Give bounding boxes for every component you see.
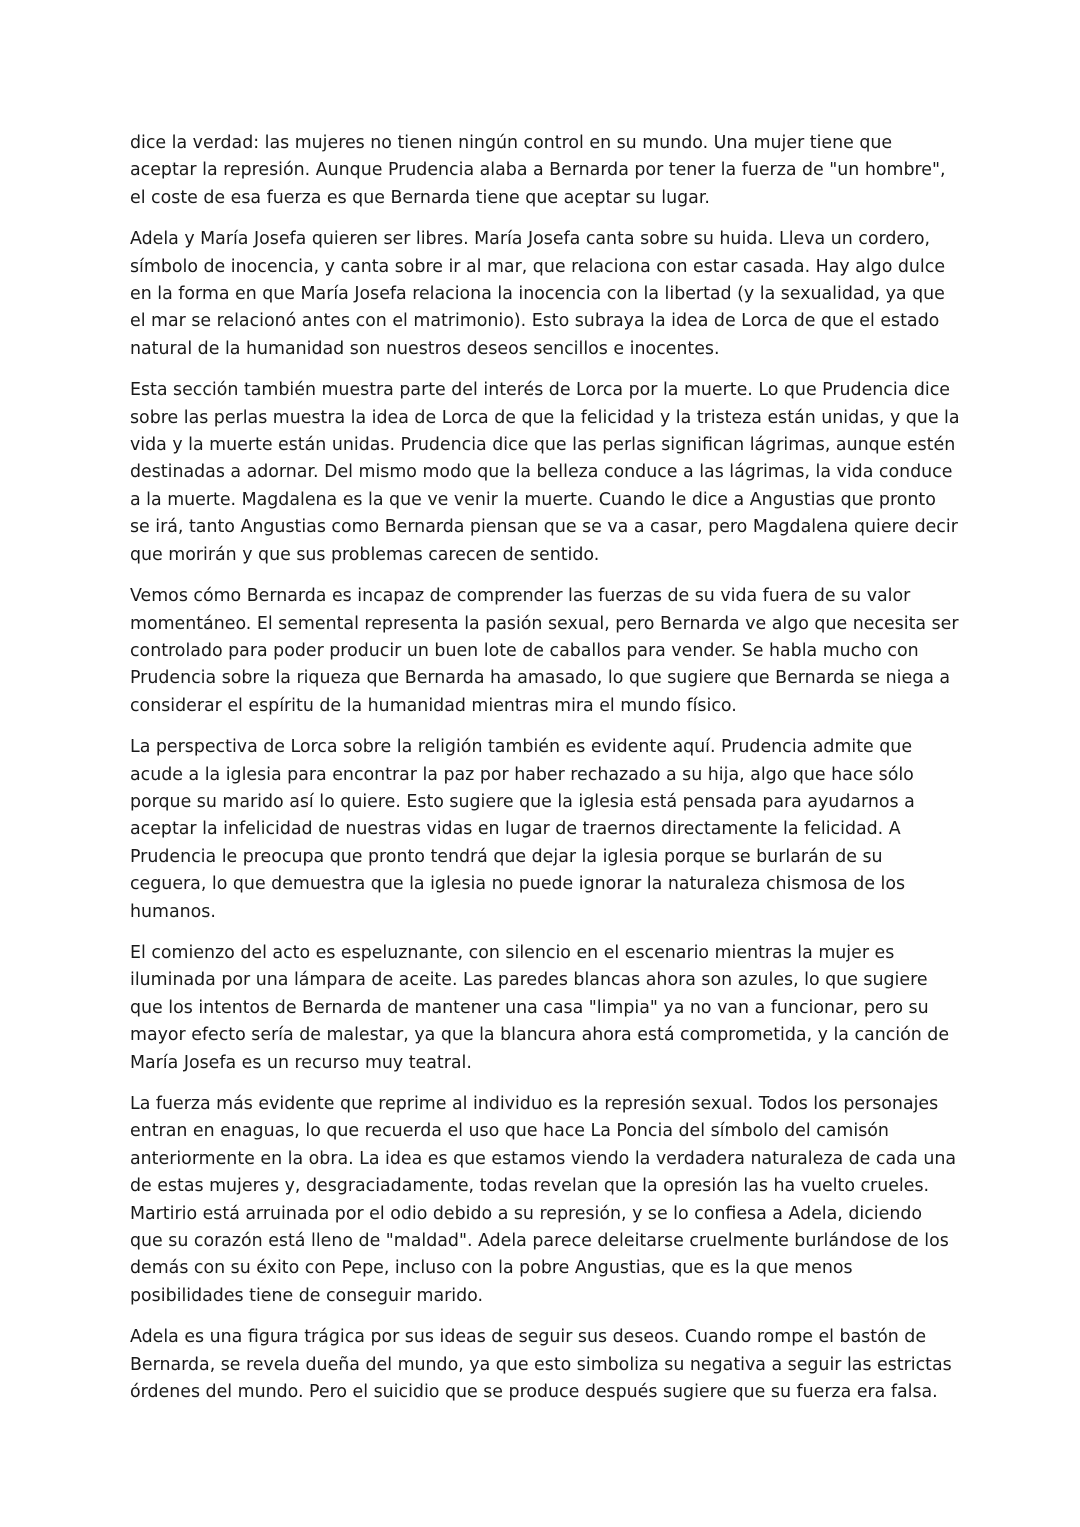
paragraph-3: Esta sección también muestra parte del interés de Lorca por la muerte. Lo que Prudencia dice sobre las perlas muestra la idea de Lorca de que la felicidad y la tristeza están unidas, y que la vida y la muerte están unidas. Prudencia dice que las perlas significan lágrimas, aunque estén destinadas a adornar. Del mismo modo que la belleza conduce a las lágrimas, la vida conduce a la muerte. Magdalena es la que ve venir la muerte. Cuando le dice a Angustias que pronto se irá, tanto Angustias como Bernarda piensan que se va a casar, pero Magdalena quiere decir que morirán y que sus problemas carecen de sentido. xyxy=(130,380,960,565)
paragraph-4: Vemos cómo Bernarda es incapaz de comprender las fuerzas de su vida fuera de su valor momentáneo. El semental representa la pasión sexual, pero Bernarda ve algo que necesita ser controlado para poder producir un buen lote de caballos para vender. Se habla mucho con Prudencia sobre la riqueza que Bernarda ha amasado, lo que sugiere que Bernarda se niega a considerar el espíritu de la humanidad mientras mira el mundo físico. xyxy=(130,586,959,716)
paragraph-2: Adela y María Josefa quieren ser libres. María Josefa canta sobre su huida. Lleva un cordero, símbolo de inocencia, y canta sobre ir al mar, que relaciona con estar casada. Hay algo dulce en la forma en que María Josefa relaciona la inocencia con la libertad (y la sexualidad, ya que el mar se relacionó antes con el matrimonio). Esto subraya la idea de Lorca de que el estado natural de la humanidad son nuestros deseos sencillos e inocentes. xyxy=(130,229,946,359)
paragraph-6: El comienzo del acto es espeluznante, con silencio en el escenario mientras la mujer es iluminada por una lámpara de aceite. Las paredes blancas ahora son azules, lo que sugiere que los intentos de Bernarda de mantener una casa "limpia" ya no van a funcionar, pero su mayor efecto sería de malestar, ya que la blancura ahora está comprometida, y la canción de María Josefa es un recurso muy teatral. xyxy=(130,942,950,1073)
paragraph-5: La perspectiva de Lorca sobre la religión también es evidente aquí. Prudencia admite que acude a la iglesia para encontrar la paz por haber rechazado a su hija, algo que hace sólo porque su marido así lo quiere. Esto sugiere que la iglesia está pensada para ayudarnos a aceptar la infelicidad de nuestras vidas en lugar de traernos directamente la felicidad. A Prudencia le preocupa que pronto tendrá que dejar la iglesia porque se burlarán de su ceguera, lo que demuestra que la iglesia no puede ignorar la naturaleza chismosa de los humanos. xyxy=(130,737,915,922)
paragraph-7: La fuerza más evidente que reprime al individuo es la represión sexual. Todos los personajes entran en enaguas, lo que recuerda el uso que hace La Poncia del símbolo del camisón anteriormente en la obra. La idea es que estamos viendo la verdadera naturaleza de cada una de estas mujeres y, desgraciadamente, todas revelan que la opresión las ha vuelto crueles. Martirio está arruinada por el odio debido a su represión, y se lo confiesa a Adela, diciendo que su corazón está lleno de "maldad". Adela parece deleitarse cruelmente burlándose de los demás con su éxito con Pepe, incluso con la pobre Angustias, que es la que menos posibilidades tiene de conseguir marido. xyxy=(130,1094,957,1306)
paragraph-1: dice la verdad: las mujeres no tienen ningún control en su mundo. Una mujer tiene que aceptar la represión. Aunque Prudencia alaba a Bernarda por tener la fuerza de "un hombre", el coste de esa fuerza es que Bernarda tiene que aceptar su lugar. xyxy=(130,133,946,208)
paragraph-8: Adela es una figura trágica por sus ideas de seguir sus deseos. Cuando rompe el bastón de Bernarda, se revela dueña del mundo, ya que esto simboliza su negativa a seguir las estrictas órdenes del mundo. Pero el suicidio que se produce después sugiere que su fuerza era falsa. xyxy=(130,1327,952,1403)
document-page xyxy=(130,130,960,1420)
